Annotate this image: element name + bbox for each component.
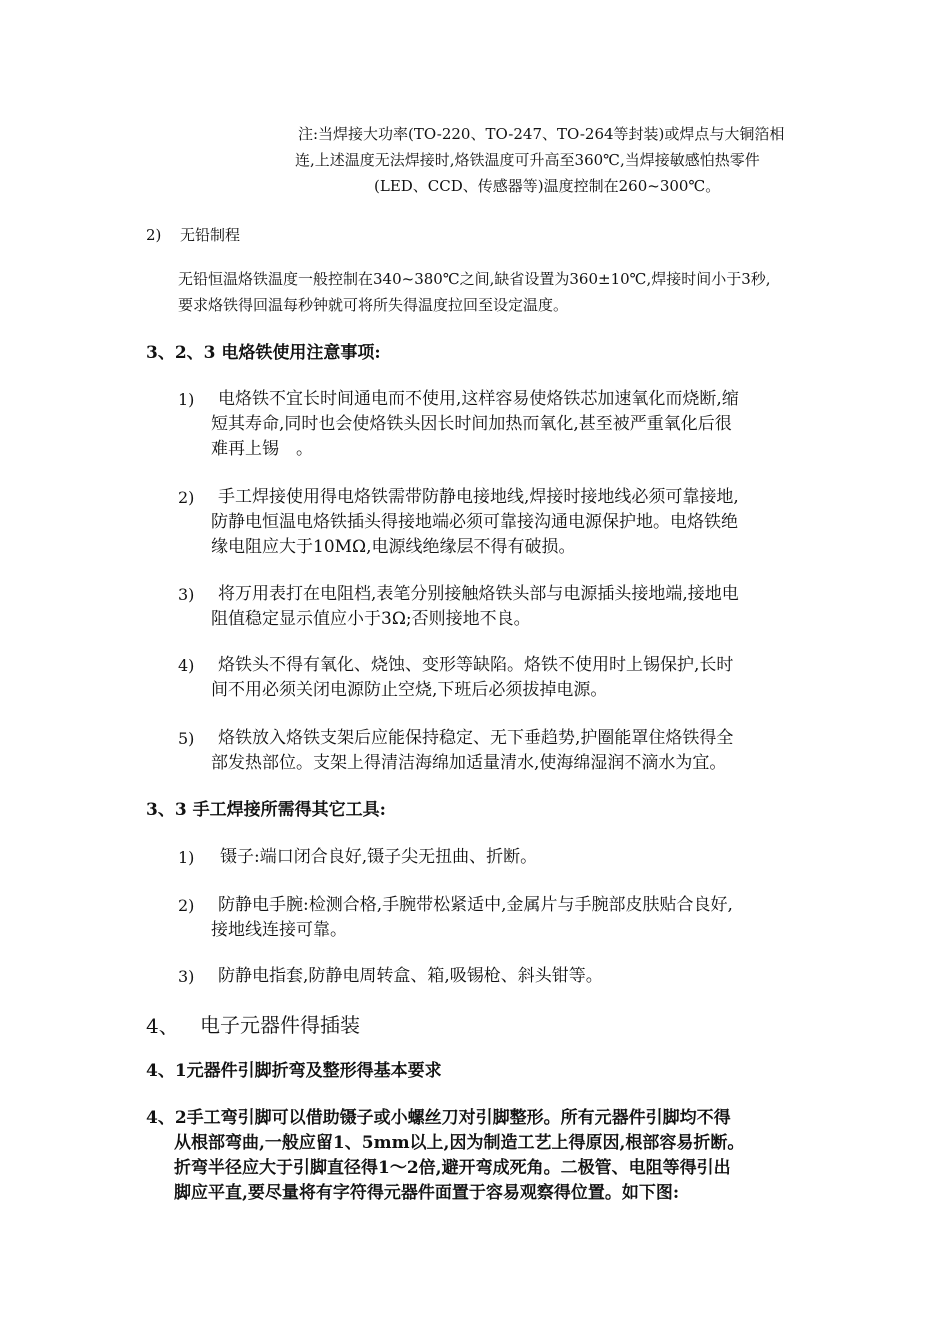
item-323-4-line-1: 烙铁头不得有氧化、烧蚀、变形等缺陷。烙铁不使用时上锡保护,长时	[218, 655, 734, 675]
item-323-2-line-1: 手工焊接使用得电烙铁需带防静电接地线,焊接时接地线必须可靠接地,	[218, 487, 739, 507]
section-42-line-4: 脚应平直,要尽量将有字符得元器件面置于容易观察得位置。如下图:	[174, 1183, 680, 1203]
item-323-4-number: 4)	[178, 656, 195, 675]
section-4-number: 4、	[146, 1014, 179, 1038]
note-line-2: 连,上述温度无法焊接时,烙铁温度可升高至360℃,当焊接敏感怕热零件	[295, 151, 760, 169]
item-323-3-line-1: 将万用表打在电阻档,表笔分别接触烙铁头部与电源插头接地端,接地电	[218, 584, 739, 604]
item-323-4-line-2: 间不用必须关闭电源防止空烧,下班后必须拔掉电源。	[211, 680, 608, 700]
item-323-1-line-1: 电烙铁不宜长时间通电而不使用,这样容易使烙铁芯加速氧化而烧断,缩	[218, 389, 739, 409]
lead-free-line-2: 要求烙铁得回温每秒钟就可将所失得温度拉回至设定温度。	[178, 296, 569, 314]
section-42-line-3: 折弯半径应大于引脚直径得1～2倍,避开弯成死角。二极管、电阻等得引出	[174, 1158, 731, 1178]
item-323-1-number: 1)	[178, 390, 195, 409]
section-42-line-1: 4、2手工弯引脚可以借助镊子或小螺丝刀对引脚整形。所有元器件引脚均不得	[146, 1108, 731, 1128]
item-33-2-line-2: 接地线连接可靠。	[211, 920, 347, 940]
note-line-1: 注:当焊接大功率(TO-220、TO-247、TO-264等封装)或焊点与大铜箔相	[298, 125, 785, 143]
lead-free-line-1: 无铅恒温烙铁温度一般控制在340~380℃之间,缺省设置为360±10℃,焊接时间小于3秒,	[178, 270, 771, 288]
item-323-5-number: 5)	[178, 729, 195, 748]
section-33-heading: 3、3 手工焊接所需得其它工具:	[146, 800, 386, 820]
section-4-title: 电子元器件得插装	[200, 1013, 360, 1037]
item-33-2-number: 2)	[178, 896, 195, 915]
item-33-3-number: 3)	[178, 967, 195, 986]
item-323-3-line-2: 阻值稳定显示值应小于3Ω;否则接地不良。	[211, 609, 531, 629]
lead-free-title: 无铅制程	[180, 226, 241, 244]
item-33-3-line-1: 防静电指套,防静电周转盒、箱,吸锡枪、斜头钳等。	[218, 966, 603, 986]
item-323-5-line-2: 部发热部位。支架上得清洁海绵加适量清水,使海绵湿润不滴水为宜。	[211, 753, 727, 773]
item-33-1-line-1: 镊子:端口闭合良好,镊子尖无扭曲、折断。	[220, 847, 538, 867]
item-323-1-line-2: 短其寿命,同时也会使烙铁头因长时间加热而氧化,甚至被严重氧化后很	[211, 414, 732, 434]
section-323-heading: 3、2、3 电烙铁使用注意事项:	[146, 343, 381, 363]
section-42-line-2: 从根部弯曲,一般应留1、5mm以上,因为制造工艺上得原因,根部容易折断。	[174, 1133, 745, 1153]
item-33-2-line-1: 防静电手腕:检测合格,手腕带松紧适中,金属片与手腕部皮肤贴合良好,	[218, 895, 733, 915]
item-33-1-number: 1)	[178, 848, 195, 867]
item-323-2-number: 2)	[178, 488, 195, 507]
item-323-1-line-3: 难再上锡 。	[211, 439, 313, 459]
item-323-5-line-1: 烙铁放入烙铁支架后应能保持稳定、无下垂趋势,护圈能罩住烙铁得全	[218, 728, 734, 748]
item-323-2-line-2: 防静电恒温电烙铁插头得接地端必须可靠接沟通电源保护地。电烙铁绝	[211, 512, 738, 532]
note-line-3: (LED、CCD、传感器等)温度控制在260~300℃。	[374, 177, 721, 195]
lead-free-number: 2)	[146, 226, 162, 244]
item-323-3-number: 3)	[178, 585, 195, 604]
item-323-2-line-3: 缘电阻应大于10MΩ,电源线绝缘层不得有破损。	[211, 537, 576, 557]
section-41-heading: 4、1元器件引脚折弯及整形得基本要求	[146, 1061, 442, 1081]
